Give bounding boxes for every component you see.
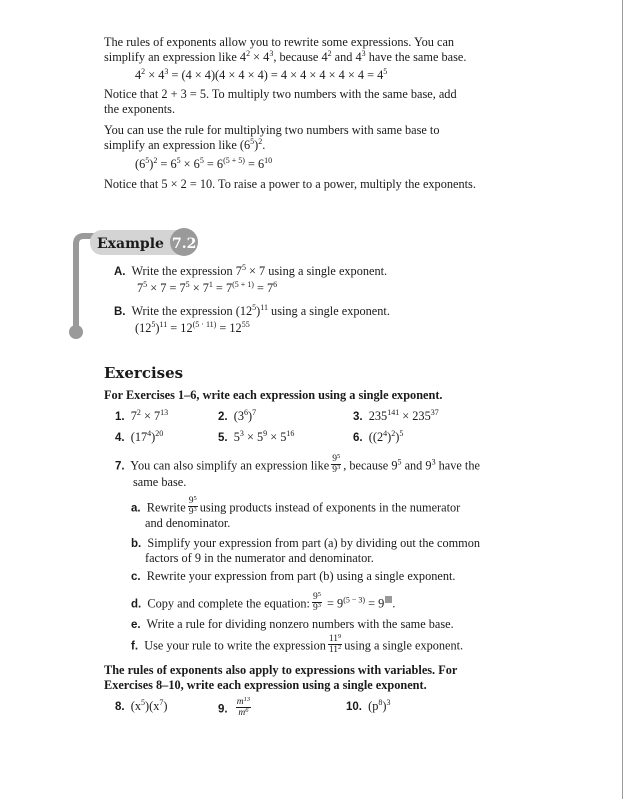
fraction-7a: $\frac{9^5}{9^3}$ [188,495,197,517]
fraction-m13-over-m6: $\frac{m^{13}}{m^6}$ [236,696,251,718]
exercise-7b: b. Simplify your expression from part (a) by dividing out the common [131,536,481,550]
exercise-1: 1. $7^2 \times 7^{13}$ [115,408,169,423]
fraction-7f: $\frac{11^9}{11^2}$ [328,633,342,655]
example-number: 7.2 [172,236,197,252]
example-a: A. Write the expression $7^5 \times 7$ using a single exponent. [114,263,388,278]
fraction-9-5-over-9-3: $\frac{9^5}{9^3}$ [332,453,341,475]
intro-notice-1a: Notice that 2 + 3 = 5. To multiply two numbers with the same base, add [104,87,457,101]
page-edge-rule [622,0,623,799]
exercise-7a: a. Rewrite $\frac{9^5}{9^3}$ using products instead of exponents in the numerator [131,495,461,517]
intro-line-2: simplify an expression like $4^2 \times 4^3$, because $4^2$ and $4^3$ have the same base. [104,49,467,64]
exercise-7f: f. Use your rule to write the expression $\frac{11^9}{11^2}$ using a single exponent. [131,633,464,655]
intro-notice-2: Notice that 5 × 2 = 10. To raise a power to a power, multiply the exponents. [104,177,476,191]
intro-line-1: The rules of exponents allow you to rewrite some expressions. You can [104,35,455,49]
exercise-7e: e. Write a rule for dividing nonzero numbers with the same base. [131,617,454,631]
example-bracket-dot [69,325,83,339]
exercise-7c: c. Rewrite your expression from part (b) using a single exponent. [131,569,456,583]
exercise-10: 10. $(p^8)^3$ [346,698,391,713]
exercise-6: 6. $((2^4)^2)^5$ [353,429,404,444]
exercises-heading: Exercises [104,364,184,382]
exercise-7d: d. Copy and complete the equation: $\frac{9^5}{9^3}$ = $9^{(5 - 3)} = 9$ . [131,591,396,613]
intro-rule-2b: simplify an expression like $(6^5)^2$. [104,137,266,152]
exercise-7: 7. You can also simplify an expression like $\frac{9^5}{9^3}$ , because $9^5$ and $9^3$ have the [115,453,480,475]
example-bracket [76,236,96,336]
example-a-equation: $7^5 \times 7 = 7^5 \times 7^1 = 7^{(5 + 1)} = 7^6$ [137,280,278,295]
exercise-8: 8. $(x^5)(x^7)$ [115,698,168,713]
example-b-equation: $(12^5)^{11} = 12^{(5 \cdot 11)} = 12^{55}$ [135,320,250,335]
exercises-instructions-2b: Exercises 8–10, write each expression using a single exponent. [104,678,427,692]
intro-equation-1: $4^2 \times 4^3 = (4 \times 4)(4 \times 4 \times 4) = 4 \times 4 \times 4 \times 4 \times 4 = 4^5$ [135,67,388,82]
exercise-7-cont: same base. [133,475,187,489]
exercise-5: 5. $5^3 \times 5^9 \times 5^{16}$ [218,429,295,444]
exercise-9: 9. $\frac{m^{13}}{m^6}$ [218,696,251,718]
exercises-instructions-1: For Exercises 1–6, write each expression using a single exponent. [104,388,443,402]
intro-notice-1b: the exponents. [104,102,176,116]
example-b: B. Write the expression $(12^5)^{11}$ using a single exponent. [114,303,390,318]
exercise-2: 2. $(3^6)^7$ [218,408,257,423]
exercise-7a-cont: and denominator. [145,516,231,530]
intro-rule-2a: You can use the rule for multiplying two numbers with same base to [104,123,440,137]
exercise-4: 4. $(17^4)^{20}$ [115,429,164,444]
exercise-7b-cont: factors of 9 in the numerator and denominator. [145,551,374,565]
exercise-3: 3. $235^{141} \times 235^{37}$ [353,408,439,423]
intro-equation-2: $(6^5)^2 = 6^5 \times 6^5 = 6^{(5 + 5)} = 6^{10}$ [135,156,273,171]
example-label: Example [97,236,164,252]
fraction-7d: $\frac{9^5}{9^3}$ [312,591,321,613]
exercises-instructions-2a: The rules of exponents also apply to expressions with variables. For [104,663,458,677]
